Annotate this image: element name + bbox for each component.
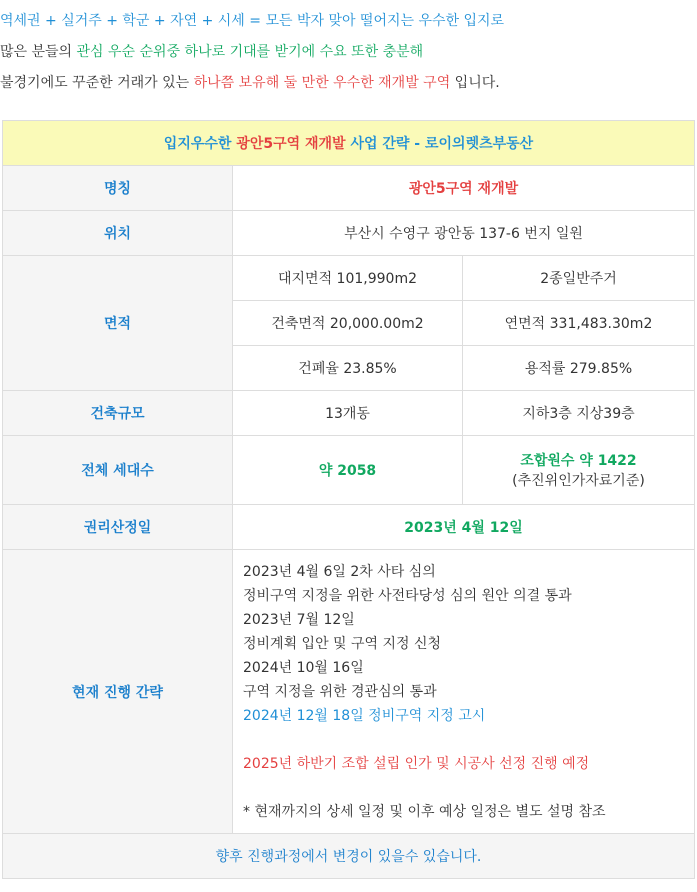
table-row-rights-date — [3, 505, 695, 550]
progress-spacer-2 — [243, 776, 694, 800]
label-area: 면적 — [3, 256, 233, 391]
value-building-area: 건축면적 20,000.00m2 — [233, 301, 463, 346]
progress-line-7: 2024년 12월 18일 정비구역 지정 고시 — [243, 707, 486, 724]
intro-line-3-suffix: 입니다. — [450, 75, 500, 91]
intro-line-2-highlight: 관심 우순 순위중 하나로 기대를 받기에 수요 또한 충분해 — [76, 44, 424, 60]
intro-line-1-text: 역세권 + 실거주 + 학군 + 자연 + 시세 = 모든 박자 맞아 떨어지는 우수한 입지로 — [0, 13, 505, 29]
redevelopment-info-table — [2, 120, 695, 879]
value-members-note: (추진위인가자료기준) — [512, 473, 645, 489]
table-row-area-1 — [3, 256, 695, 301]
table-row-scale — [3, 391, 695, 436]
progress-line-5: 2024년 10월 16일 — [243, 659, 364, 676]
label-rights-date: 권리산정일 — [3, 505, 233, 550]
header-part-a: 입지우수한 — [163, 136, 237, 152]
table-row-progress — [3, 550, 695, 834]
label-location: 위치 — [3, 211, 233, 256]
intro-line-2 — [0, 37, 697, 68]
value-coverage-ratio: 건폐율 23.85% — [233, 346, 463, 391]
value-members-count: 조합원수 약 1422 — [520, 453, 637, 469]
label-progress: 현재 진행 간략 — [3, 550, 233, 834]
label-name: 명칭 — [3, 166, 233, 211]
intro-line-2-prefix: 많은 분들의 — [0, 44, 77, 60]
intro-text — [0, 0, 697, 99]
progress-line-3: 2023년 7월 12일 — [243, 611, 355, 628]
table-header-row — [3, 121, 695, 166]
progress-line-4: 정비계획 입안 및 구역 지정 신청 — [243, 635, 442, 652]
label-scale: 건축규모 — [3, 391, 233, 436]
value-floor-area-ratio: 용적률 279.85% — [463, 346, 695, 391]
progress-spacer-1 — [243, 728, 694, 752]
value-buildings: 13개동 — [233, 391, 463, 436]
value-zoning: 2종일반주거 — [463, 256, 695, 301]
value-land-area: 대지면적 101,990m2 — [233, 256, 463, 301]
table-row-households — [3, 436, 695, 505]
value-total-floor-area: 연면적 331,483.30m2 — [463, 301, 695, 346]
header-part-b: 광안5구역 재개발 — [236, 136, 346, 152]
progress-line-6: 구역 지정을 위한 경관심의 통과 — [243, 683, 437, 700]
header-part-c: 사업 간략 - 로이의렛츠부동산 — [345, 136, 534, 152]
table-row-name — [3, 166, 695, 211]
value-name: 광안5구역 재개발 — [233, 166, 695, 211]
value-location: 부산시 수영구 광안동 137-6 번지 일원 — [233, 211, 695, 256]
intro-line-3-prefix: 불경기에도 꾸준한 거래가 있는 — [0, 75, 194, 91]
progress-line-2: 정비구역 지정을 위한 사전타당성 심의 원안 의결 통과 — [243, 587, 572, 604]
value-members — [463, 436, 695, 505]
table-footer-note: 향후 진행과정에서 변경이 있을수 있습니다. — [3, 834, 695, 879]
table-footer-row — [3, 834, 695, 879]
progress-line-8: 2025년 하반기 조합 설립 인가 및 시공사 선정 진행 예정 — [243, 755, 590, 772]
label-households: 전체 세대수 — [3, 436, 233, 505]
intro-line-1 — [0, 6, 697, 37]
value-floors: 지하3층 지상39층 — [463, 391, 695, 436]
table-row-location — [3, 211, 695, 256]
value-rights-date: 2023년 4월 12일 — [233, 505, 695, 550]
intro-line-3-highlight: 하나쯤 보유해 둘 만한 우수한 재개발 구역 — [193, 75, 451, 91]
progress-line-1: 2023년 4월 6일 2차 사타 심의 — [243, 563, 436, 580]
progress-line-9: * 현재까지의 상세 일정 및 이후 예상 일정은 별도 설명 참조 — [243, 803, 606, 820]
value-progress — [233, 550, 695, 834]
intro-line-3 — [0, 68, 697, 99]
table-header-cell — [3, 121, 695, 166]
value-households: 약 2058 — [233, 436, 463, 505]
